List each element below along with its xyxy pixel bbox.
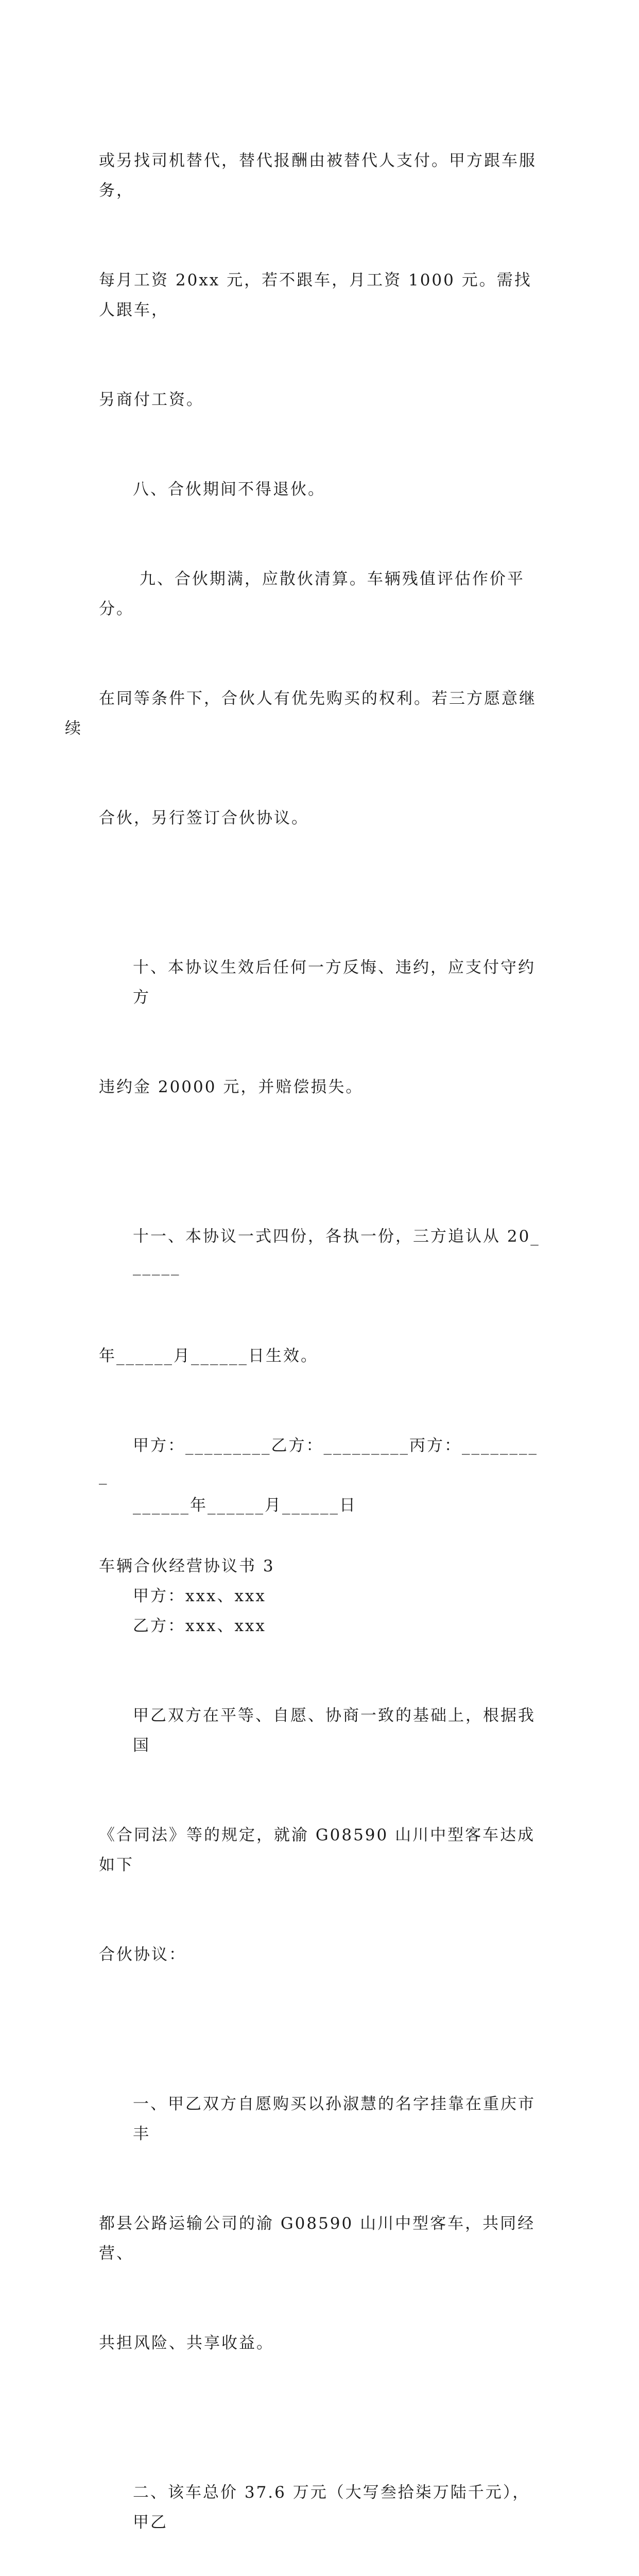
text-line: 一、甲乙双方自愿购买以孙淑慧的名字挂靠在重庆市丰: [133, 2095, 536, 2143]
continuation-paragraph: [99, 86, 542, 474]
text-line: 在同等条件下，合伙人有优先购买的权利。若三方愿意继续: [65, 689, 537, 738]
text-line: 九、合伙期满，应散伙清算。车辆残值评估作价平分。: [99, 570, 525, 618]
party-a: 甲方：xxx、xxx: [133, 1587, 266, 1605]
text-line: 十一、本协议一式四份，各执一份，三方追认从 20______: [133, 1227, 540, 1276]
document-body: [65, 86, 542, 2576]
text-line: 《合同法》等的规定，就渝 G08590 山川中型客车达成如下: [99, 1826, 536, 1874]
text-line: 另商付工资。: [99, 391, 204, 409]
text-line: 二、该车总价 37.6 万元（大写叁拾柒万陆千元），甲乙: [133, 2483, 530, 2532]
clause-1: [99, 2029, 542, 2418]
text-line: 或另找司机替代，替代报酬由被替代人支付。甲方跟车服务，: [99, 151, 537, 200]
clause-9: [65, 504, 542, 893]
text-line: 违约金 20000 元，并赔偿损失。: [99, 1078, 364, 1096]
clause-8: 八、合伙期间不得退伙。: [133, 480, 325, 499]
text-line: 十、本协议生效后任何一方反悔、违约，应支付守约方: [133, 958, 536, 1007]
text-line: 年______月______日生效。: [99, 1347, 318, 1365]
text-line: 每月工资 20xx 元，若不跟车，月工资 1000 元。需找人跟车，: [99, 271, 532, 319]
text-line: 合伙，另行签订合伙协议。: [99, 809, 309, 827]
clause-11: [99, 1162, 542, 1431]
clause-10: [99, 893, 542, 1162]
intro-paragraph: [99, 1641, 542, 2029]
text-line: 都县公路运输公司的渝 G08590 山川中型客车，共同经营、: [99, 2214, 536, 2263]
party-b: 乙方：xxx、xxx: [133, 1617, 266, 1635]
signature-line: 甲方：_________乙方：_________丙方：_________: [99, 1436, 538, 1485]
text-line: 共担风险、共享收益。: [99, 2334, 274, 2352]
text-line: 合伙协议：: [99, 1945, 186, 1964]
text-line: 甲乙双方在平等、自愿、协商一致的基础上，根据我国: [133, 1706, 536, 1755]
date-line: ______年______月______日: [133, 1496, 357, 1515]
clause-2: [99, 2418, 542, 2576]
section-title: 车辆合伙经营协议书 3: [99, 1557, 275, 1575]
